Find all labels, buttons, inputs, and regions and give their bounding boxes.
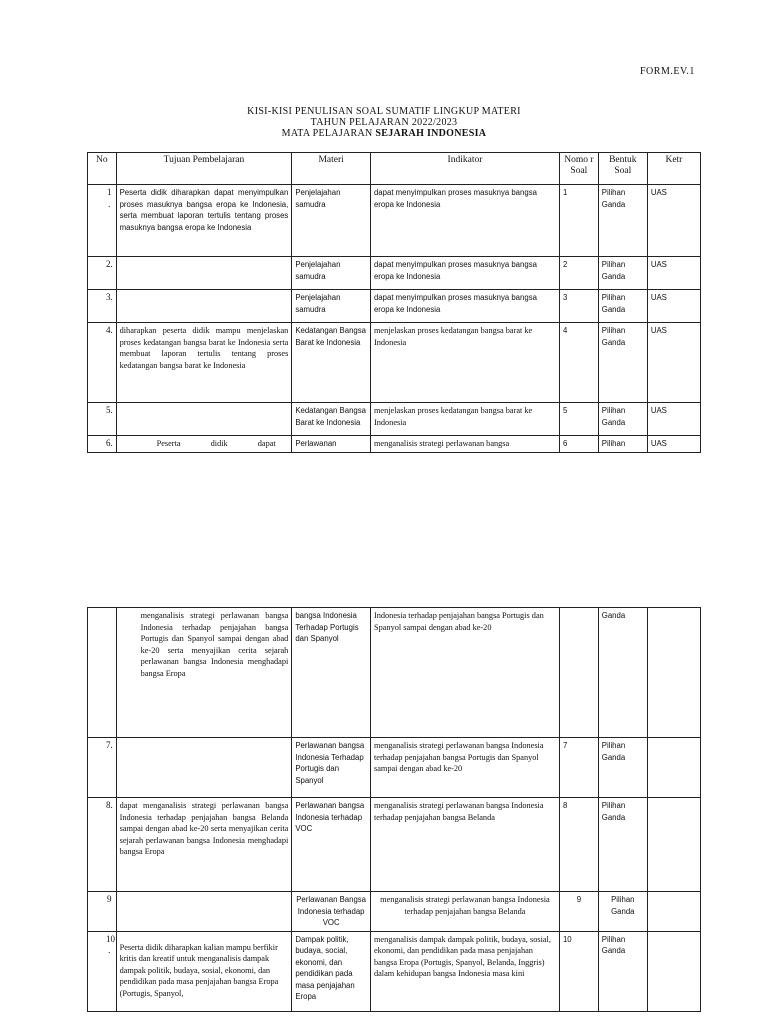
cell-nomor [559, 608, 598, 738]
cell-bentuk: Pilihan Ganda [598, 257, 647, 290]
form-code: FORM.EV.1 [640, 66, 695, 77]
cell-tujuan [116, 403, 292, 436]
cell-indikator: dapat menyimpulkan proses masuknya bangsa eropa ke Indonesia [370, 290, 559, 323]
cell-bentuk: Pilihan Ganda [598, 185, 647, 257]
table-row [88, 892, 701, 932]
col-header-bentuk-soal: Bentuk Soal [598, 153, 647, 185]
cell-tujuan [116, 738, 292, 798]
col-header-ketr: Ketr [647, 153, 700, 185]
cell-indikator: Indonesia terhadap penjajahan bangsa Portugis dan Spanyol sampai dengan abad ke-20 [370, 608, 559, 738]
cell-materi: Penjelajahan samudra [292, 257, 371, 290]
cell-ketr: UAS [647, 323, 700, 403]
cell-no: 9 [88, 892, 117, 932]
cell-no: 5. [88, 403, 117, 436]
cell-no: 8. [88, 798, 117, 892]
cell-bentuk: Pilihan Ganda [598, 738, 647, 798]
cell-tujuan [116, 892, 292, 932]
grid-table-page1 [87, 152, 701, 453]
cell-indikator: dapat menyimpulkan proses masuknya bangsa eropa ke Indonesia [370, 257, 559, 290]
cell-nomor: 4 [559, 323, 598, 403]
grid-table-page2 [87, 607, 701, 1012]
col-header-nomor-soal: Nomo r Soal [559, 153, 598, 185]
cell-nomor: 6 [559, 436, 598, 453]
cell-ketr: UAS [647, 185, 700, 257]
cell-bentuk: Pilihan Ganda [598, 892, 647, 932]
cell-materi: Perlawanan [292, 436, 371, 453]
cell-nomor: 1 [559, 185, 598, 257]
cell-indikator: dapat menyimpulkan proses masuknya bangsa eropa ke Indonesia [370, 185, 559, 257]
cell-no [88, 608, 117, 738]
cell-indikator: menjelaskan proses kedatangan bangsa barat ke Indonesia [370, 323, 559, 403]
cell-bentuk: Ganda [598, 608, 647, 738]
table-row [88, 931, 701, 1011]
table-row [88, 185, 701, 257]
cell-materi: Dampak politik, budaya, social, ekonomi, dan pendidikan pada masa penjajahan Eropa [292, 931, 371, 1011]
table-row [88, 323, 701, 403]
cell-bentuk: Pilihan Ganda [598, 323, 647, 403]
cell-nomor: 3 [559, 290, 598, 323]
table-row [88, 436, 701, 453]
cell-materi: Penjelajahan samudra [292, 290, 371, 323]
cell-materi: Kedatangan Bangsa Barat ke Indonesia [292, 323, 371, 403]
cell-materi: Penjelajahan samudra [292, 185, 371, 257]
cell-tujuan: dapat menganalisis strategi perlawanan bangsa Indonesia terhadap penjajahan bangsa Belanda sampai dengan abad ke-20 serta menyajikan cerita sejarah perlawanan bangsa Indonesia menghadapi bangsa Eropa [116, 798, 292, 892]
subject-prefix: MATA PELAJARAN [281, 128, 373, 139]
table-row [88, 403, 701, 436]
cell-no: 4. [88, 323, 117, 403]
cell-nomor: 8 [559, 798, 598, 892]
cell-indikator: menganalisis strategi perlawanan bangsa Indonesia terhadap penjajahan bangsa Portugis dan Spanyol sampai dengan abad ke-20 [370, 738, 559, 798]
col-header-indikator: Indikator [370, 153, 559, 185]
table-row [88, 608, 701, 738]
cell-ketr [647, 798, 700, 892]
cell-tujuan: Peserta didik diharapkan kalian mampu berfikir kritis dan kreatif untuk menganalisis dampak dampak politik, budaya, sosial, ekonomi, dan pendidikan pada masa penjajahan bangsa Eropa (Portugis, Spanyol, [116, 931, 292, 1011]
table-header-row [88, 153, 701, 185]
academic-year: TAHUN PELAJARAN 2022/2023 [310, 117, 458, 128]
cell-ketr: UAS [647, 436, 700, 453]
cell-materi: Perlawanan bangsa Indonesia terhadap VOC [292, 798, 371, 892]
cell-bentuk: Pilihan Ganda [598, 931, 647, 1011]
cell-ketr: UAS [647, 403, 700, 436]
cell-bentuk: Pilihan Ganda [598, 403, 647, 436]
cell-no: 10 . [88, 931, 117, 1011]
cell-indikator: menganalisis strategi perlawanan bangsa Indonesia terhadap penjajahan bangsa Belanda [370, 798, 559, 892]
cell-materi: Perlawanan Bangsa Indonesia terhadap VOC [292, 892, 371, 932]
cell-ketr [647, 931, 700, 1011]
subject-line [0, 128, 768, 139]
cell-bentuk: Pilihan [598, 436, 647, 453]
table-row [88, 738, 701, 798]
cell-no: 6. [88, 436, 117, 453]
col-header-no: No [88, 153, 117, 185]
col-header-materi: Materi [292, 153, 371, 185]
cell-ketr [647, 892, 700, 932]
cell-nomor: 7 [559, 738, 598, 798]
cell-tujuan: diharapkan peserta didik mampu menjelaskan proses kedatangan bangsa barat ke Indonesia serta membuat laporan tertulis tentang proses kedatangan bangsa barat ke Indonesia [116, 323, 292, 403]
cell-nomor: 9 [559, 892, 598, 932]
cell-tujuan: menganalisis strategi perlawanan bangsa Indonesia terhadap penjajahan bangsa Portugis dan Spanyol sampai dengan abad ke-20 serta menyajikan cerita sejarah perlawanan bangsa Indonesia menghadapi bangsa Eropa [116, 608, 292, 738]
cell-nomor: 10 [559, 931, 598, 1011]
cell-ketr: UAS [647, 257, 700, 290]
cell-indikator: menganalisis strategi perlawanan bangsa Indonesia terhadap penjajahan bangsa Belanda [370, 892, 559, 932]
cell-ketr [647, 738, 700, 798]
cell-materi: Kedatangan Bangsa Barat ke Indonesia [292, 403, 371, 436]
cell-no: 7. [88, 738, 117, 798]
cell-nomor: 2 [559, 257, 598, 290]
cell-ketr [647, 608, 700, 738]
document-title: KISI-KISI PENULISAN SOAL SUMATIF LINGKUP MATERI [247, 106, 521, 117]
cell-bentuk: Pilihan Ganda [598, 798, 647, 892]
col-header-tujuan: Tujuan Pembelajaran [116, 153, 292, 185]
table-row [88, 798, 701, 892]
table-row [88, 290, 701, 323]
cell-tujuan [116, 257, 292, 290]
cell-indikator: menganalisis strategi perlawanan bangsa [370, 436, 559, 453]
cell-tujuan: Peserta didik diharapkan dapat menyimpulkan proses masuknya bangsa eropa ke Indonesia, serta membuat laporan tertulis tentang proses masuknya bangsa eropa ke Indonesia [116, 185, 292, 257]
cell-indikator: menjelaskan proses kedatangan bangsa barat ke Indonesia [370, 403, 559, 436]
cell-bentuk: Pilihan Ganda [598, 290, 647, 323]
cell-tujuan: Peserta didik dapat [116, 436, 292, 453]
cell-no: 3. [88, 290, 117, 323]
cell-tujuan [116, 290, 292, 323]
cell-no: 2. [88, 257, 117, 290]
cell-nomor: 5 [559, 403, 598, 436]
subject-name: SEJARAH INDONESIA [375, 128, 487, 139]
cell-materi: bangsa Indonesia Terhadap Portugis dan Spanyol [292, 608, 371, 738]
cell-materi: Perlawanan bangsa Indonesia Terhadap Portugis dan Spanyol [292, 738, 371, 798]
cell-no: 1 . [88, 185, 117, 257]
cell-indikator: menganalisis dampak dampak politik, budaya, sosial, ekonomi, dan pendidikan pada masa penjajahan bangsa Eropa (Portugis, Spanyol, Belanda, Inggris) dalam kehidupan bangsa Indonesia masa kini [370, 931, 559, 1011]
cell-ketr: UAS [647, 290, 700, 323]
table-row [88, 257, 701, 290]
